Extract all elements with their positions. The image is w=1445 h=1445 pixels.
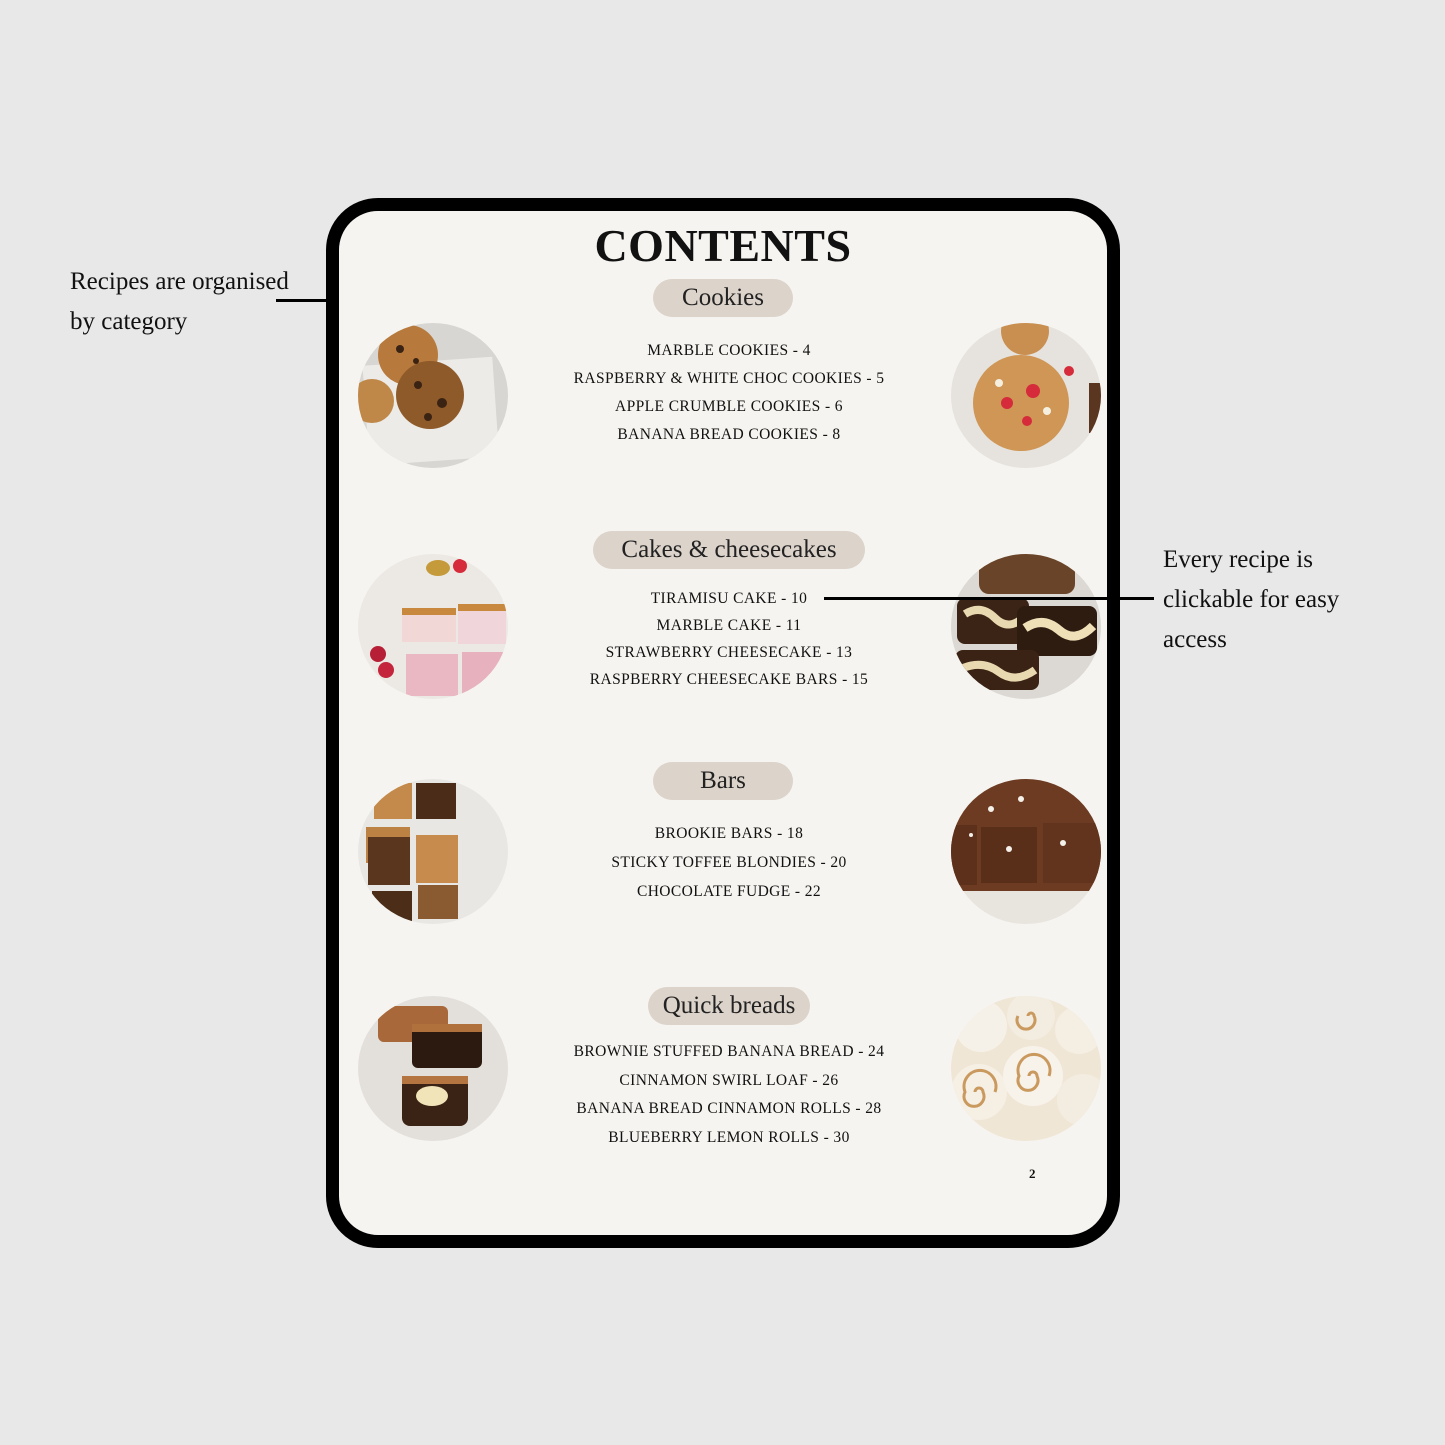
category-pill-cakes [593, 531, 865, 569]
page-number: 2 [1029, 1166, 1036, 1181]
category-label: Cookies [682, 284, 764, 311]
annotation-clickable-line2: clickable for easy [1163, 586, 1340, 613]
category-pill-cookies [653, 279, 793, 317]
category-pill-bars [653, 762, 793, 800]
cookies-photo-left [358, 323, 508, 468]
recipe-link[interactable]: BANANA BREAD COOKIES - 8 [617, 426, 841, 443]
recipe-link[interactable]: APPLE CRUMBLE COOKIES - 6 [615, 398, 843, 415]
bars-photo-right [951, 779, 1101, 924]
recipe-link[interactable]: BROOKIE BARS - 18 [654, 825, 804, 842]
recipe-link[interactable]: BLUEBERRY LEMON ROLLS - 30 [608, 1128, 850, 1146]
recipe-link[interactable]: BROWNIE STUFFED BANANA BREAD - 24 [573, 1043, 885, 1060]
annotation-category [70, 262, 289, 342]
annotation-clickable-line3: access [1163, 626, 1227, 653]
callout-line-clickable [824, 597, 1154, 600]
category-label: Bars [700, 767, 746, 794]
recipe-link[interactable]: MARBLE CAKE - 11 [656, 617, 802, 634]
cakes-photo-left [358, 554, 508, 699]
recipe-link[interactable]: CINNAMON SWIRL LOAF - 26 [619, 1071, 839, 1089]
page-title: CONTENTS [594, 220, 852, 271]
cookies-photo-right [951, 323, 1101, 468]
tablet-frame [326, 198, 1120, 1248]
annotation-clickable [1163, 540, 1339, 660]
annotation-category-line1: Recipes are organised [70, 268, 289, 295]
annotation-category-line2: by category [70, 308, 188, 335]
recipe-link[interactable]: TIRAMISU CAKE - 10 [650, 590, 808, 607]
cakes-photo-right [951, 554, 1101, 699]
recipe-link[interactable]: RASPBERRY & WHITE CHOC COOKIES - 5 [573, 370, 885, 387]
recipe-list-cookies [489, 337, 969, 449]
recipe-link[interactable]: STRAWBERRY CHEESECAKE - 13 [605, 644, 853, 661]
category-label: Cakes & cheesecakes [621, 536, 837, 563]
recipe-link[interactable]: MARBLE COOKIES - 4 [647, 342, 811, 359]
bars-photo-left [358, 779, 508, 924]
breads-photo-left [358, 996, 508, 1141]
recipe-link[interactable]: RASPBERRY CHEESECAKE BARS - 15 [589, 671, 869, 688]
recipe-list-quick-breads [489, 1038, 969, 1152]
recipe-link[interactable]: CHOCOLATE FUDGE - 22 [636, 883, 822, 900]
recipe-link[interactable]: BANANA BREAD CINNAMON ROLLS - 28 [576, 1100, 882, 1117]
category-pill-quick-breads [648, 987, 810, 1025]
recipe-link[interactable]: STICKY TOFFEE BLONDIES - 20 [611, 854, 847, 871]
annotation-clickable-line1: Every recipe is [1163, 546, 1313, 573]
recipe-list-bars [489, 819, 969, 906]
recipe-list-cakes [489, 585, 969, 693]
category-label: Quick breads [662, 992, 796, 1019]
breads-photo-right [951, 996, 1101, 1141]
